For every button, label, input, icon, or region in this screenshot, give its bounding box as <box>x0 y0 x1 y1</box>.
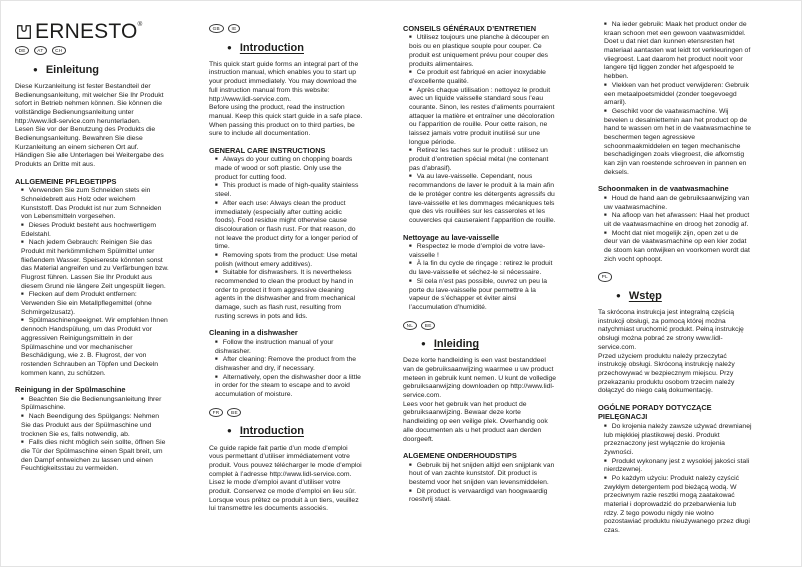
list-item-text: Utilisez toujours une planche à découper en bois ou en plastique souple pour couper. Ce produit est uniquement prévu pour couper des produits alimentaires. <box>409 34 549 68</box>
bullet-square-icon: ■ <box>21 187 24 193</box>
list-item <box>15 439 169 474</box>
list-item-text: À la fin du cycle de rinçage : retirez le produit du lave-vaisselle et séchez-le si nécessaire. <box>409 260 553 277</box>
list-item-text: Na ieder gebruik: Maak het product onder de kraan schoon met een gewoon vaatwasmiddel. Doet u dat niet dan kunnen etensresten het materiaal aantasten wat leidt tot verkleuringen of vliegroest. Laat daarom het product nooit voor langere tijd liggen zonder het afgespoeld te hebben. <box>604 21 751 81</box>
list-item <box>598 212 752 229</box>
list-item <box>403 34 557 69</box>
list-item-text: Flecken auf dem Produkt entfernen: Verwenden Sie ein Metallpflegemittel (ohne Schmirgelzusatz). <box>21 291 152 316</box>
brand-name: ERNESTO <box>35 20 138 43</box>
country-badge-fr: FR <box>209 408 223 417</box>
care-heading-de: ALLGEMEINE PFLEGETIPPS <box>15 176 117 186</box>
care-list-de <box>15 187 169 378</box>
intro-paragraph: Lesen Sie vor der Benutzung des Produkts die Bedienungsanleitung. Bewahren Sie diese Kurzanleitung an einem sicheren Ort auf. Händigen Sie alle Unterlagen bei Weitergabe des Produkts an Dritte mit aus. <box>15 126 164 168</box>
column-dutch-polish <box>598 21 752 536</box>
list-item-text: Alternatively, open the dishwasher door a little in order for the steam to escape and to avoid accumulation of moisture. <box>215 373 361 399</box>
dishwasher-heading-nl: Schoonmaken in de vaatwasmachine <box>598 184 729 194</box>
list-item <box>209 339 363 356</box>
section-bullet-icon: ● <box>227 42 232 52</box>
column-french-dutch <box>403 24 557 505</box>
list-item-text: Va au lave-vaisselle. Cependant, nous recommandons de laver le produit à la main afin de le protéger contre les détergents agressifs du lave-vaisselle et les dommages mécaniques tels que des vis rouillées sur les casseroles et les couvercles qui causeraient l’apparition de rouille. <box>409 173 556 224</box>
dishwasher-heading-en: Cleaning in a dishwasher <box>209 328 298 338</box>
bullet-square-icon: ■ <box>604 107 607 113</box>
list-item <box>15 187 169 222</box>
list-item <box>598 475 752 536</box>
list-item <box>15 291 169 317</box>
country-badge-ie: IE <box>228 24 240 33</box>
list-item <box>15 239 169 291</box>
bullet-square-icon: ■ <box>215 373 218 379</box>
list-item <box>15 413 169 439</box>
list-item-text: Vlekken van het product verwijderen: Gebruik een metaalpoetsmiddel (zonder toegevoegd amaril). <box>604 81 749 107</box>
column-german <box>15 21 169 474</box>
section-bullet-icon: ● <box>616 291 621 301</box>
list-item-text: Respectez le mode d’emploi de votre lave-vaisselle ! <box>409 243 546 259</box>
list-item-text: Retirez les taches sur le produit : utilisez un produit d’entretien spécial métal (ne contenant pas d’abrasif). <box>409 147 549 172</box>
intro-paragraph: Ce guide rapide fait partie d’un mode d’emploi vous permettant d’utiliser immédiatement votre produit. Vous pouvez télécharger le mode d’emploi complet à l’adresse http://www.lidl-service.com. <box>209 444 362 478</box>
list-item <box>403 147 557 173</box>
bullet-square-icon: ■ <box>409 487 412 493</box>
bullet-square-icon: ■ <box>409 69 412 75</box>
intro-paragraph: This quick start guide forms an integral part of the instruction manual, which enables you to start up your product immediately. You may download the full instruction manual from this website: http://www.lidl-service.com. <box>209 60 359 103</box>
section-heading-label: Introduction <box>239 425 304 438</box>
list-item-text: This product is made of high-quality stainless steel. <box>215 182 359 199</box>
care-list-nl-continued <box>598 21 752 177</box>
list-item <box>15 317 169 378</box>
country-badge-ch: CH <box>52 46 67 55</box>
care-heading-en: GENERAL CARE INSTRUCTIONS <box>209 145 326 155</box>
list-item <box>209 156 363 182</box>
brand-logo <box>15 21 169 43</box>
bullet-square-icon: ■ <box>409 260 412 266</box>
bullet-square-icon: ■ <box>21 317 24 323</box>
list-item-text: Spülmaschinengeeignet. Wir empfehlen Ihnen dennoch Handspülung, um das Produkt vor aggressiven Reinigungsmitteln in der Spülmaschine und vor mechanischer Beschädigung, wie z. B. Flugrost, der von rostenden Schrauben an Töpfen und Deckeln kommen kann, zu schützen. <box>21 317 168 377</box>
intro-paragraph: Diese Kurzanleitung ist fester Bestandteil der Bedienungsanleitung, mit welcher Sie Ihr Produkt sofort in Betrieb nehmen können. Sie können die vollständige Bedienungsanleitung unter http://www.lidl-service.com herunterladen. <box>15 82 164 125</box>
section-heading-wstep <box>598 289 752 303</box>
country-badge-de: DE <box>15 46 29 55</box>
intro-paragraph: Lees voor het gebruik van het product de gebruiksaanwijzing. Bewaar deze korte handleiding op een veilige plek. Overhandig ook alle documenten als u het product aan derden doorgeeft. <box>403 400 548 443</box>
list-item <box>209 200 363 252</box>
list-item-text: Removing spots from the product: Use metal polish (without emery additives). <box>215 251 358 268</box>
bullet-square-icon: ■ <box>409 34 412 40</box>
bullet-square-icon: ■ <box>21 239 24 245</box>
bullet-square-icon: ■ <box>215 356 218 362</box>
bullet-square-icon: ■ <box>215 182 218 188</box>
list-item-text: Nach jedem Gebrauch: Reinigen Sie das Produkt mit herkömmlichem Spülmittel unter fließendem Wasser. Speisereste könnten sonst das Material angreifen und zu Verfärbungen bzw. Flugrost führen. Lassen Sie Ihr Produkt aus diesem Grund nie längere Zeit ungespült liegen. <box>21 239 169 290</box>
section-bullet-icon: ● <box>227 426 232 436</box>
section-heading-label: Inleiding <box>433 338 480 351</box>
section-heading-label: Wstęp <box>628 290 662 303</box>
list-item <box>403 69 557 86</box>
list-item-text: Verwenden Sie zum Schneiden stets ein Schneidebrett aus Holz oder weichem Kunststoff. Das Produkt ist nur zum Schneiden von Lebensmitteln vorgesehen. <box>21 187 162 221</box>
country-badge-be: BE <box>421 321 435 330</box>
bullet-square-icon: ■ <box>21 395 24 401</box>
section-heading-label: Introduction <box>239 41 304 54</box>
list-item <box>598 423 752 458</box>
list-item <box>598 82 752 108</box>
list-item <box>403 260 557 277</box>
list-item-text: Suitable for dishwashers. It is nevertheless recommended to clean the product by hand in order to protect it from aggressive cleaning agents in the dishwasher and from mechanical damage, such as flash rust, resulting from rusting screws in pots and lids. <box>215 269 356 320</box>
bullet-square-icon: ■ <box>215 199 218 205</box>
registered-trademark: ® <box>137 21 143 28</box>
list-item-text: Ce produit est fabriqué en acier inoxydable d’excellente qualité. <box>409 69 546 85</box>
country-badges-german <box>15 46 169 56</box>
care-list-pl <box>598 423 752 536</box>
dishwasher-heading-fr: Nettoyage au lave-vaisselle <box>403 232 500 242</box>
list-item-text: Nach Beendigung des Spülgangs: Nehmen Sie das Produkt aus der Spülmaschine und trocknen Sie es, falls notwendig, ab. <box>21 413 160 438</box>
list-item <box>598 230 752 265</box>
bullet-square-icon: ■ <box>604 21 607 26</box>
bullet-square-icon: ■ <box>409 277 412 283</box>
list-item <box>598 108 752 178</box>
bullet-square-icon: ■ <box>21 439 24 445</box>
list-item-text: Produkt wykonany jest z wysokiej jakości stali nierdzewnej. <box>604 457 750 474</box>
bullet-square-icon: ■ <box>604 422 607 428</box>
list-item <box>598 21 752 82</box>
list-item-text: Always do your cutting on chopping boards made of wood or soft plastic. Only use the product for cutting food. <box>215 156 353 181</box>
bullet-square-icon: ■ <box>409 461 412 467</box>
bullet-square-icon: ■ <box>604 81 607 87</box>
bullet-square-icon: ■ <box>409 173 412 179</box>
section-bullet-icon: ● <box>33 64 38 74</box>
list-item-text: Houd de hand aan de gebruiksaanwijzing van uw vaatwasmachine. <box>604 194 750 211</box>
section-heading-einleitung <box>15 63 169 77</box>
list-item-text: Do krojenia należy zawsze używać drewnianej lub miękkiej plastikowej deski. Produkt przeznaczony jest wyłącznie do krojenia żywności. <box>604 422 752 456</box>
section-bullet-icon: ● <box>421 339 426 349</box>
intro-paragraph: Deze korte handleiding is een vast bestanddeel van de gebruiksaanwijzing waarmee u uw product meteen in gebruik kunt nemen. U kunt de volledige gebruiksaanwijzing downloaden op http://www.lidl-service.com. <box>403 357 557 400</box>
section-heading-introduction-fr <box>209 424 363 438</box>
country-badge-gb: GB <box>209 24 224 33</box>
list-item <box>403 87 557 148</box>
list-item <box>15 222 169 239</box>
care-heading-fr: CONSEILS GÉNÉRAUX D’ENTRETIEN <box>403 24 537 33</box>
intro-paragraph: Ta skrócona instrukcja jest integralną częścią instrukcji obsługi, za pomocą której można natychmiast uruchomić produkt. Pełną instrukcję obsługi można pobrać ze strony www.lidl-service.com. <box>598 309 744 351</box>
intro-paragraph: Before using the product, read the instruction manual. Keep this quick start guide in a safe place. When passing this product on to third parties, be sure to include all documentation. <box>209 104 363 138</box>
dishwasher-list-fr <box>403 243 557 313</box>
list-item <box>403 243 557 260</box>
bullet-square-icon: ■ <box>409 86 412 92</box>
dishwasher-list-nl <box>598 195 752 265</box>
list-item <box>403 488 557 505</box>
list-item <box>209 269 363 321</box>
bullet-square-icon: ■ <box>215 251 218 257</box>
care-list-fr <box>403 34 557 225</box>
list-item-text: Gebruik bij het snijden altijd een snijplank van hout of van zachte kunststof. Dit product is bestemd voor het snijden van levensmiddelen. <box>409 461 555 487</box>
ernesto-mark-icon <box>15 23 33 41</box>
list-item <box>15 396 169 413</box>
bullet-square-icon: ■ <box>604 229 607 235</box>
list-item <box>598 195 752 212</box>
bullet-square-icon: ■ <box>604 212 607 218</box>
bullet-square-icon: ■ <box>409 243 412 249</box>
care-list-nl <box>403 462 557 505</box>
country-badges-dutch <box>403 321 557 331</box>
list-item <box>403 173 557 225</box>
dishwasher-list-de <box>15 396 169 474</box>
column-english <box>209 22 363 514</box>
bullet-square-icon: ■ <box>604 194 607 200</box>
country-badges-english <box>209 24 363 34</box>
list-item-text: Falls dies nicht möglich sein sollte, öffnen Sie die Tür der Spülmaschine einen Spalt breit, um den Dampf entweichen zu lassen und einen Feuchtigkeitsstau zu vermeiden. <box>21 439 166 473</box>
list-item-text: Beachten Sie die Bedienungsanleitung Ihrer Spülmaschine. <box>21 395 162 412</box>
list-item-text: After cleaning: Remove the product from the dishwasher and dry, if necessary. <box>215 356 357 373</box>
country-badge-pl: PL <box>598 272 612 281</box>
bullet-square-icon: ■ <box>215 156 218 162</box>
list-item-text: Follow the instruction manual of your dishwasher. <box>215 338 334 355</box>
list-item <box>598 458 752 475</box>
list-item-text: Après chaque utilisation : nettoyez le produit avec un liquide vaisselle standard sous l’eau courante. Sinon, les restes d’aliments pourraient attaquer la matière et entraîner une décoloration ou l’apparition de rouille. Pour cette raison, ne laissez jamais votre produit inutilisé sur une longue période. <box>409 86 555 146</box>
list-item-text: Si cela n’est pas possible, ouvrez un peu la porte du lave-vaisselle pour permettre à la vapeur de s’échapper et éviter ainsi l’accumulation d’humidité. <box>409 277 548 311</box>
list-item <box>209 252 363 269</box>
list-item <box>209 182 363 199</box>
section-heading-introduction-en <box>209 41 363 55</box>
bullet-square-icon: ■ <box>409 147 412 153</box>
section-heading-label: Einleitung <box>45 63 100 76</box>
care-list-en <box>209 156 363 321</box>
dishwasher-list-en <box>209 339 363 400</box>
list-item-text: Na afloop van het afwassen: Haal het product uit de vaatwasmachine en droog het zonodig af. <box>604 212 750 228</box>
care-heading-nl: ALGEMENE ONDERHOUDSTIPS <box>403 451 517 461</box>
bullet-square-icon: ■ <box>215 338 218 344</box>
list-item <box>209 356 363 373</box>
country-badges-french <box>209 408 363 418</box>
country-badges-polish <box>598 272 752 282</box>
section-heading-inleiding <box>403 337 557 351</box>
bullet-square-icon: ■ <box>604 475 607 481</box>
bullet-square-icon: ■ <box>215 269 218 275</box>
country-badge-be: BE <box>227 408 241 417</box>
list-item-text: Dit product is vervaardigd van hoogwaardig roestvrij staal. <box>409 487 548 504</box>
bullet-square-icon: ■ <box>604 457 607 463</box>
bullet-square-icon: ■ <box>21 413 24 419</box>
dishwasher-heading-de: Reinigung in der Spülmaschine <box>15 385 126 395</box>
list-item-text: Geschikt voor de vaatwasmachine. Wij bevelen u desalniettemin aan het product op de hand te wassen om het in de vaatwasmachine te beschermen tegen agressieve schoonmaakmiddelen en tegen mechanische beschadigingen zoals vliegroest, die afkomstig kan zijn van roestende schroeven in pannen en deksels. <box>604 107 751 176</box>
list-item <box>209 374 363 400</box>
intro-paragraph: Przed użyciem produktu należy przeczytać instrukcję obsługi. Skróconą instrukcję należy przechowywać w bezpiecznym miejscu. Przy przekazaniu produktu osobom trzecim należy dołączyć do niego całą dokumentację. <box>598 352 735 395</box>
care-heading-pl: OGÓLNE PORADY DOTYCZĄCE PIELĘGNACJI <box>598 402 712 422</box>
list-item <box>403 278 557 313</box>
list-item-text: Dieses Produkt besteht aus hochwertigem Edelstahl. <box>21 221 157 238</box>
list-item-text: Po każdym użyciu: Produkt należy czyścić zwykłym detergentem pod bieżącą wodą. W przeciwnym razie resztki mogą zaatakować materiał i doprowadzić do przebarwienia lub rdzy. Z tego powodu nigdy nie wolno pozostawiać produktu nieużywanego przez długi czas. <box>604 475 750 535</box>
bullet-square-icon: ■ <box>21 291 24 297</box>
intro-paragraph: Lisez le mode d’emploi avant d’utiliser votre produit. Conservez ce mode d’emploi en lieu sûr. Lorsque vous prêtez ce produit à un tiers, veuillez lui transmettre les documents associés. <box>209 479 359 513</box>
list-item <box>403 462 557 488</box>
bullet-square-icon: ■ <box>21 221 24 227</box>
country-badge-at: AT <box>34 46 47 55</box>
list-item-text: Mocht dat niet mogelijk zijn, open zet u de deur van de vaatwasmachine op een kier zodat de stoom kan ontwijken en voorkomen wordt dat zich vocht ophoopt. <box>604 229 750 263</box>
country-badge-nl: NL <box>403 321 417 330</box>
list-item-text: After each use: Always clean the product immediately (especially after cutting acidic foods). Food residue might otherwise cause discolouration or flash rust. For that reason, do not leave the product dirty for a longer period of time. <box>215 199 358 251</box>
